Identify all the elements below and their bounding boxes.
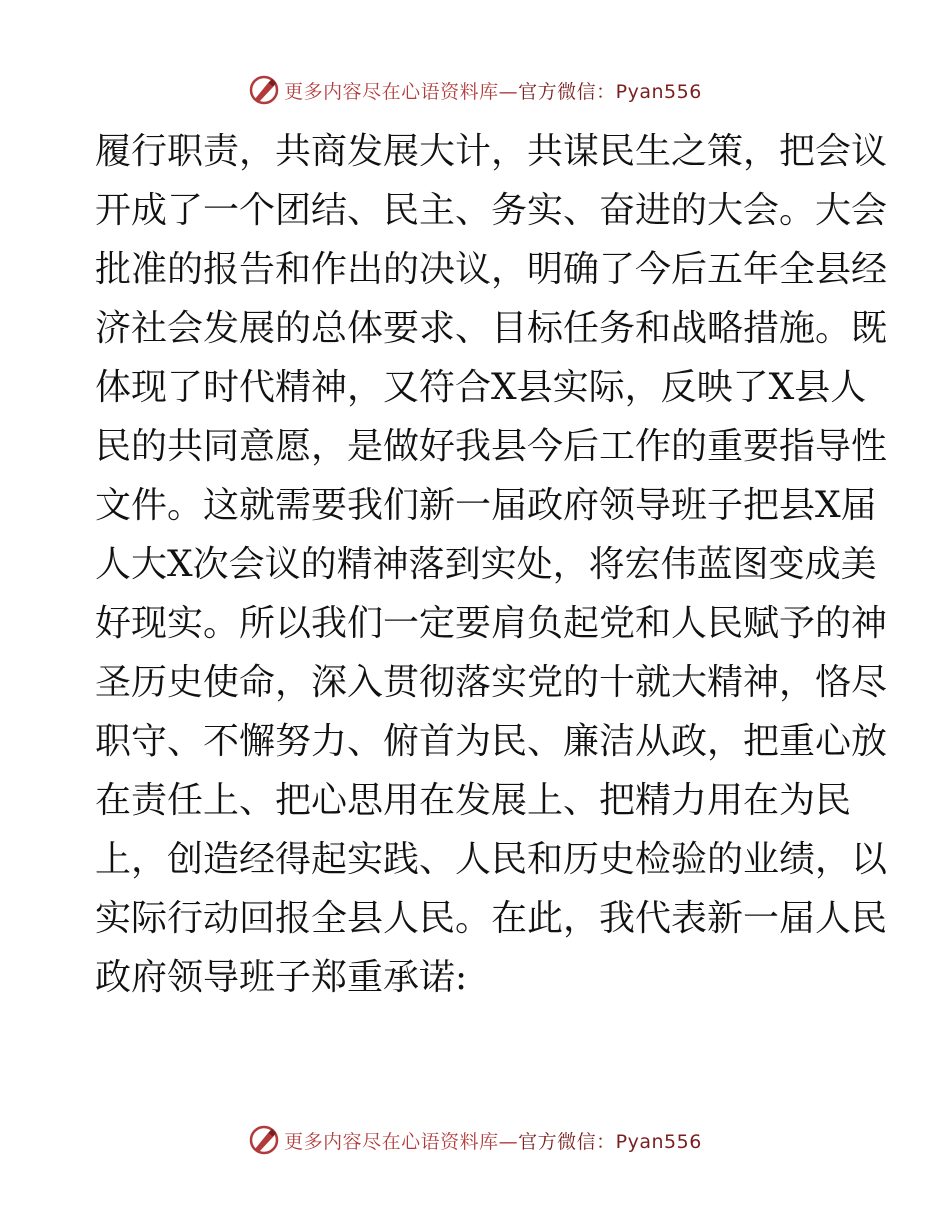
pen-nib-logo-icon [248,74,280,106]
body-line: 民的共同意愿，是做好我县今后工作的重要指导性 [95,426,888,467]
body-line: 人大X次会议的精神落到实处，将宏伟蓝图变成美 [95,544,877,585]
body-line: 开成了一个团结、民主、务实、奋进的大会。大会 [95,190,888,231]
footer-banner [0,1120,950,1160]
body-line: 履行职责，共商发展大计，共谋民生之策，把会议 [95,131,888,172]
footer-text [284,1127,702,1154]
header-wechat-text: 官方微信：Pyan556 [518,80,702,103]
header-site-text: 更多内容尽在心语资料库— [284,80,519,103]
body-line: 批准的报告和作出的决议，明确了今后五年全县经 [95,249,888,290]
header-text [284,77,702,104]
footer-site-text: 更多内容尽在心语资料库— [284,1130,519,1153]
pen-nib-logo-icon [248,1124,280,1156]
header-banner [0,70,950,110]
document-body [95,122,888,1007]
footer-wechat-text: 官方微信：Pyan556 [518,1130,702,1153]
body-line: 好现实。所以我们一定要肩负起党和人民赋予的神 [95,603,888,644]
body-line: 职守、不懈努力、俯首为民、廉洁从政，把重心放 [95,721,888,762]
body-line: 体现了时代精神，又符合X县实际，反映了X县人 [95,367,867,408]
body-line: 济社会发展的总体要求、目标任务和战略措施。既 [95,308,888,349]
body-line: 在责任上、把心思用在发展上、把精力用在为民 [95,780,852,821]
body-line: 实际行动回报全县人民。在此，我代表新一届人民 [95,898,888,939]
body-line: 政府领导班子郑重承诺: [95,957,468,998]
body-line: 上，创造经得起实践、人民和历史检验的业绩，以 [95,839,888,880]
body-line: 圣历史使命，深入贯彻落实党的十就大精神，恪尽 [95,662,888,703]
body-line: 文件。这就需要我们新一届政府领导班子把县X届 [95,485,877,526]
